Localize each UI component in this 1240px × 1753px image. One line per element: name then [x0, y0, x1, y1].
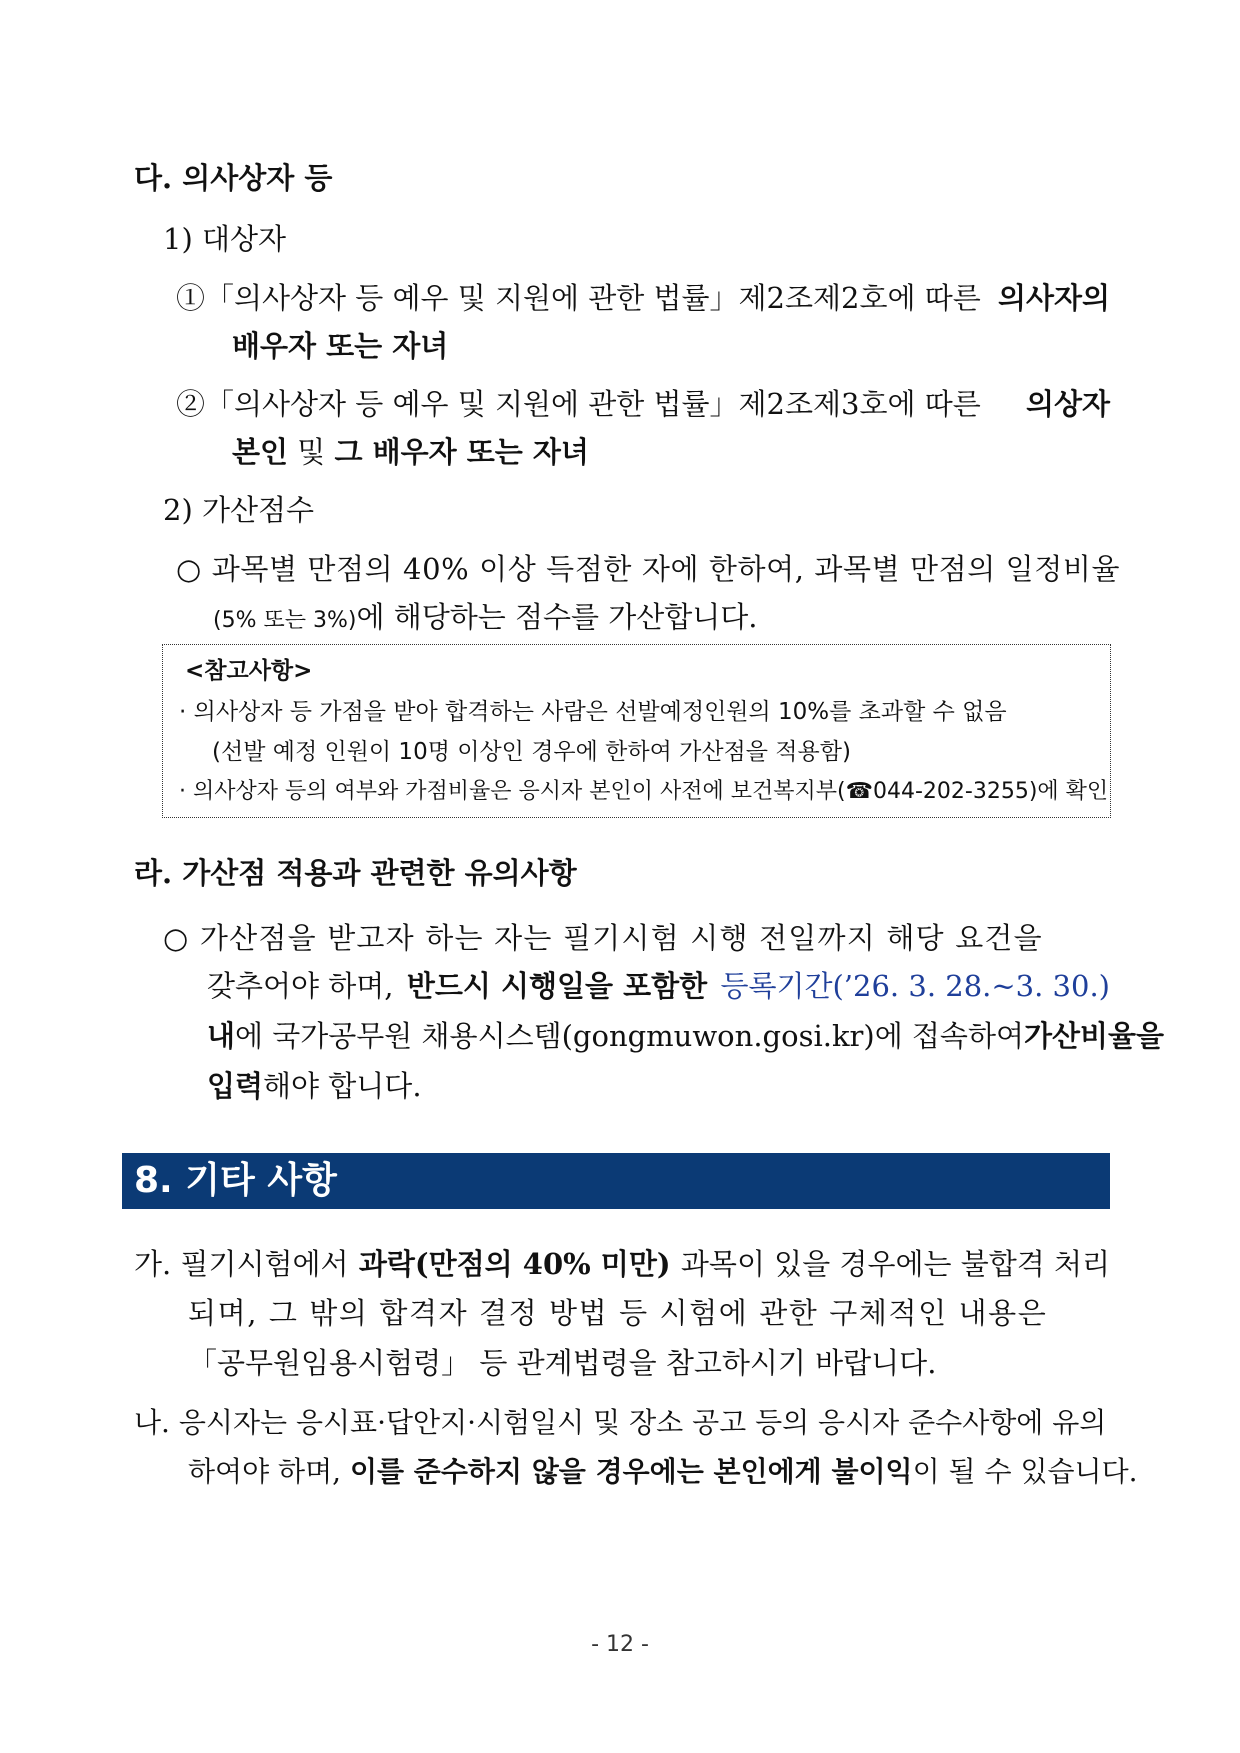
ga-line1-emphasis: 과락(만점의 40% 미만)	[358, 1247, 671, 1281]
item2-self: 본인	[232, 435, 289, 469]
points-line2	[213, 597, 758, 641]
section-heading-ra: 라. 가산점 적용과 관련한 유의사항	[134, 856, 577, 890]
item2-and: 및	[297, 435, 326, 469]
na-line1: 나. 응시자는 응시표·답안지·시험일시 및 장소 공고 등의 응시자 준수사항에 유의	[134, 1406, 1107, 1439]
item2-emphasis: 의상자	[1025, 387, 1110, 421]
ga-line2: 되며, 그 밖의 합격자 결정 방법 등 시험에 관한 구체적인 내용은	[188, 1296, 1048, 1330]
points-text: 에 해당하는 점수를 가산합니다.	[356, 600, 758, 634]
section-heading-da: 다. 의사상자 등	[134, 161, 333, 195]
ra-line4-input: 입력	[207, 1069, 264, 1103]
item1-text: ①「의사상자 등 예우 및 지원에 관한 법률」제2조제2호에 따른	[176, 281, 981, 315]
ra-line3-within: 내	[207, 1019, 236, 1053]
ra-line3-text: 에 국가공무원 채용시스템(gongmuwon.gosi.kr)에 접속하여	[235, 1019, 1024, 1053]
ga-line3: 「공무원임용시험령」 등 관계법령을 참고하시기 바랍니다.	[188, 1346, 937, 1380]
ra-line2-a: 갖추어야 하며,	[207, 969, 394, 1003]
na-line2	[188, 1452, 1138, 1492]
subheading-points: 2) 가산점수	[163, 493, 315, 527]
ra-line1: ○ 가산점을 받고자 하는 자는 필기시험 시행 전일까지 해당 요건을	[163, 921, 1043, 955]
ra-line3-emphasis: 가산비율을	[1023, 1019, 1165, 1053]
points-ratio: (5% 또는 3%)	[213, 608, 357, 633]
ga-line1	[134, 1244, 1110, 1284]
item1-emphasis: 의사자의	[997, 281, 1110, 315]
list-item-2-line1	[176, 384, 1110, 424]
ra-line3	[207, 1016, 1165, 1056]
points-line1: ○ 과목별 만점의 40% 이상 득점한 자에 한하여, 과목별 만점의 일정비율	[176, 552, 1121, 586]
ra-line2-emphasis: 반드시 시행일을 포함한	[406, 969, 708, 1003]
reference-line-3: · 의사상자 등의 여부와 가점비율은 응시자 본인이 사전에 보건복지부(☎044-202-3255)에 확인	[179, 779, 1109, 804]
page-number: - 12 -	[591, 1632, 649, 1657]
subheading-targets: 1) 대상자	[163, 222, 287, 256]
na-line2-c: 이 될 수 있습니다.	[912, 1455, 1138, 1488]
na-line2-a: 하여야 하며,	[188, 1455, 342, 1488]
reference-box	[162, 644, 1111, 818]
item2-family: 그 배우자 또는 자녀	[334, 435, 589, 469]
ra-registration-period: 등록기간(’26. 3. 28.~3. 30.)	[720, 969, 1110, 1003]
ga-line1-a: 가. 필기시험에서	[134, 1247, 349, 1281]
section-8-bar	[122, 1153, 1110, 1209]
na-line2-emphasis: 이를 준수하지 않을 경우에는 본인에게 불이익	[349, 1455, 913, 1488]
list-item-1-line1	[176, 278, 1110, 318]
ra-line4	[207, 1066, 422, 1106]
item2-text: ②「의사상자 등 예우 및 지원에 관한 법률」제2조제3호에 따른	[176, 387, 981, 421]
reference-line-2: (선발 예정 인원이 10명 이상인 경우에 한하여 가산점을 적용함)	[212, 739, 851, 765]
list-item-1-line2: 배우자 또는 자녀	[232, 329, 449, 363]
ga-line1-c: 과목이 있을 경우에는 불합격 처리	[680, 1247, 1110, 1281]
ra-line2	[207, 966, 1110, 1006]
reference-title: <참고사항>	[185, 658, 313, 684]
section-8-title: 8. 기타 사항	[134, 1160, 337, 1201]
ra-line4-text: 해야 합니다.	[263, 1069, 422, 1103]
list-item-2-line2	[232, 432, 589, 472]
reference-line-1: · 의사상자 등 가점을 받아 합격하는 사람은 선발예정인원의 10%를 초과할 수 없음	[179, 699, 1007, 725]
